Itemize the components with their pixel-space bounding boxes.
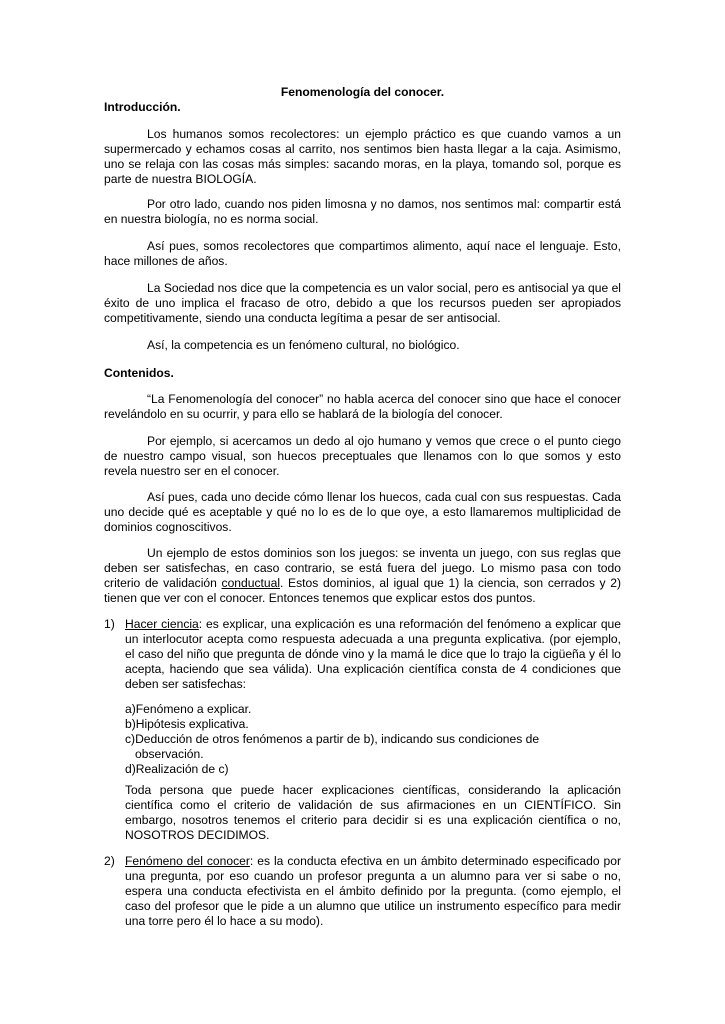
paragraph-6: “La Fenomenología del conocer” no habla acerca del conocer sino que hace el conocer revelándolo en su ocurrir, y para ello se hablará de la biología del conocer. — [104, 392, 621, 422]
list-number: 2) — [104, 854, 115, 868]
contents-heading: Contenidos. — [104, 366, 174, 380]
list-item-body — [125, 617, 621, 692]
paragraph-3: Así pues, somos recolectores que compartimos alimento, aquí nace el lenguaje. Esto, hace millones de años. — [104, 239, 621, 269]
paragraph-9-text-a: Un ejemplo de estos dominios son los juegos: se inventa un juego, con sus reglas que deben ser satisfechas, en caso contrario, se está fuera del juego. Lo mismo pasa con todo criterio de validación — [104, 546, 621, 591]
condition-b: b)Hipótesis explicativa. — [125, 717, 249, 732]
paragraph-9 — [104, 546, 621, 606]
condition-c-continued: observación. — [135, 747, 204, 762]
list-item-1 — [104, 617, 621, 692]
condition-a: a)Fenómeno a explicar. — [125, 702, 252, 716]
item-1-closing: Toda persona que puede hacer explicaciones científicas, considerando la aplicación científica como el criterio de validación de sus afirmaciones en un CIENTÍFICO. Sin embargo, nosotros tenemos el criterio para decidir si es una explicación científica o no, NOSOTROS DECIDIMOS. — [125, 783, 621, 843]
paragraph-5: Así, la competencia es un fenómeno cultural, no biológico. — [147, 338, 460, 352]
term-hacer-ciencia: Hacer ciencia — [125, 617, 199, 631]
condition-d: d)Realización de c) — [125, 762, 229, 777]
paragraph-7: Por ejemplo, si acercamos un dedo al ojo humano y vemos que crece o el punto ciego de nuestro campo visual, son huecos preceptuales que llenamos con lo que somos y esto revela nuestro ser en el conocer. — [104, 434, 621, 479]
paragraph-2: Por otro lado, cuando nos piden limosna y no damos, nos sentimos mal: compartir está en nuestra biología, no es norma social. — [104, 197, 621, 227]
list-item-text: : es explicar, una explicación es una reformación del fenómeno a explicar que un interlocutor acepta como respuesta adecuada a una pregunta explicativa. (por ejemplo, el caso del niño que pregunta de dónde vino y la mamá le dice que lo trajo la cigüeña y él lo acepta, haciendo que sea válida). Una explicación científica consta de 4 condiciones que deben ser satisfechas: — [125, 617, 622, 692]
document-title: Fenomenología del conocer. — [280, 85, 445, 99]
paragraph-9-text-b: . Estos dominios, al igual que 1) la ciencia, son cerrados y 2) tienen que ver con el conocer. Entonces tenemos que explicar estos dos puntos. — [104, 576, 621, 606]
paragraph-1: Los humanos somos recolectores: un ejemplo práctico es que cuando vamos a un supermercado y echamos cosas al carrito, nos sentimos bien hasta llegar a la caja. Asimismo, uno se relaja con las cosas más simples: sacando moras, en la playa, tomando sol, porque es parte de nuestra BIOLOGÍA. — [104, 127, 621, 187]
list-item-2 — [104, 854, 621, 929]
term-fenomeno-del-conocer: Fenómeno del conocer — [125, 854, 250, 868]
conditions-list — [125, 702, 621, 777]
list-number: 1) — [104, 617, 115, 631]
paragraph-8: Así pues, cada uno decide cómo llenar los huecos, cada cual con sus respuestas. Cada uno decide qué es aceptable y qué no lo es de lo que oye, a esto llamaremos multiplicidad de dominios cognoscitivos. — [104, 490, 621, 535]
paragraph-4: La Sociedad nos dice que la competencia es un valor social, pero es antisocial ya que el éxito de uno implica el fracaso de otro, debido a que los recursos pueden ser apropiados competitivamente, siendo una conducta legítima a pesar de ser antisocial. — [104, 281, 621, 326]
list-item-body — [125, 854, 621, 929]
condition-c: c)Deducción de otros fenómenos a partir de b), indicando sus condiciones de — [125, 732, 540, 747]
term-conductual: conductual — [221, 576, 281, 591]
list-item-text: : es la conducta efectiva en un ámbito determinado especificado por una pregunta, por eso cuando un profesor pregunta a un alumno para ver si sabe o no, espera una conducta efectivista en el ámbito definido por la pregunta. (como ejemplo, el caso del profesor que le pide a un alumno que utilice un instrumento específico para medir una torre pero él lo hace a su modo). — [125, 854, 622, 929]
intro-heading: Introducción. — [104, 100, 181, 114]
